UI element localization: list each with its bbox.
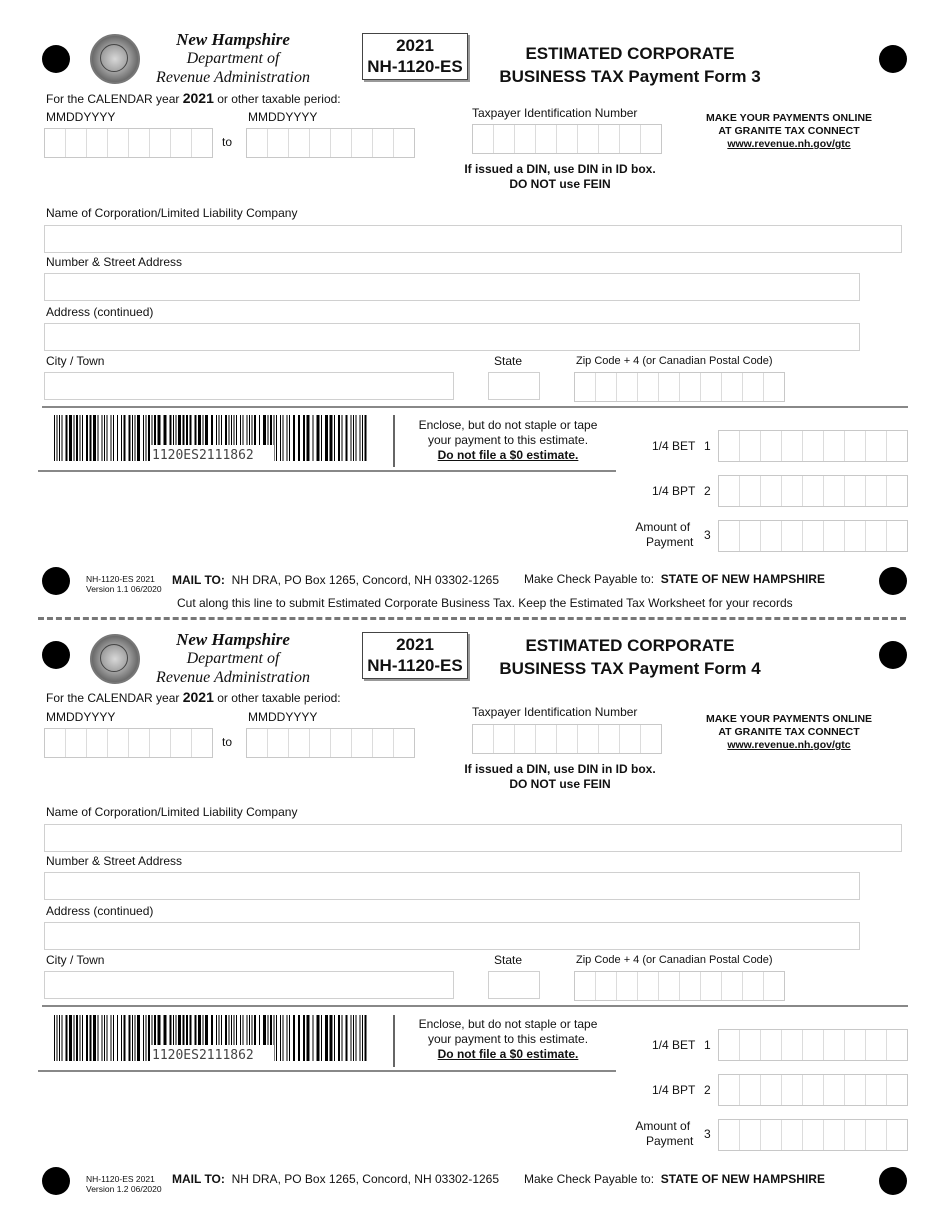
agency-name: New Hampshire Department of Revenue Administration [156, 30, 310, 86]
name-label: Name of Corporation/Limited Liability Company [46, 805, 298, 819]
period-from-input[interactable] [44, 128, 213, 158]
state-input[interactable] [488, 372, 540, 400]
registration-mark-icon [879, 1167, 907, 1195]
barcode-image [52, 1015, 370, 1061]
city-input[interactable] [44, 971, 454, 999]
period-to-label: MMDDYYYY [248, 710, 318, 724]
line2-label: 1/4 BPT [652, 484, 696, 498]
period-to-input[interactable] [246, 728, 415, 758]
period-label: For the CALENDAR year 2021 or other taxable period: [46, 689, 341, 705]
quarter-bet-input[interactable] [718, 430, 908, 462]
enclose-note: Enclose, but do not staple or tape your payment to this estimate. Do not file a $0 estimate. [418, 418, 598, 462]
line3-label: Amount of Payment [635, 520, 694, 549]
line1-number: 1 [704, 1038, 711, 1052]
line3-number: 3 [704, 528, 711, 542]
zip-label: Zip Code + 4 (or Canadian Postal Code) [576, 954, 773, 966]
registration-mark-icon [879, 567, 907, 595]
cut-instruction: Cut along this line to submit Estimated Corporate Business Tax. Keep the Estimated Tax Worksheet for your records [177, 596, 793, 610]
barcode-text: 1120ES2111862 [152, 448, 254, 461]
section-divider [42, 406, 908, 408]
tin-label: Taxpayer Identification Number [472, 106, 638, 120]
registration-mark-icon [879, 45, 907, 73]
registration-mark-icon [42, 567, 70, 595]
barcode-text: 1120ES2111862 [152, 1048, 254, 1061]
registration-mark-icon [42, 1167, 70, 1195]
quarter-bpt-input[interactable] [718, 1074, 908, 1106]
city-label: City / Town [46, 354, 105, 368]
name-label: Name of Corporation/Limited Liability Company [46, 206, 298, 220]
quarter-bpt-input[interactable] [718, 475, 908, 507]
granite-tax-connect-link[interactable]: www.revenue.nh.gov/gtc [727, 739, 851, 751]
line3-label: Amount of Payment [635, 1119, 694, 1148]
tin-input[interactable] [472, 724, 662, 754]
pay-online-notice: MAKE YOUR PAYMENTS ONLINE AT GRANITE TAX CONNECT www.revenue.nh.gov/gtc [700, 112, 878, 151]
line2-number: 2 [704, 484, 711, 498]
period-to-word: to [222, 735, 233, 749]
form-title: ESTIMATED CORPORATE BUSINESS TAX Payment Form 3 [499, 44, 761, 86]
corporation-name-input[interactable] [44, 824, 902, 852]
payment-form-4 [0, 600, 950, 1230]
period-from-label: MMDDYYYY [46, 110, 116, 124]
line1-number: 1 [704, 439, 711, 453]
address-continued-input[interactable] [44, 323, 860, 351]
pay-online-notice: MAKE YOUR PAYMENTS ONLINE AT GRANITE TAX CONNECT www.revenue.nh.gov/gtc [700, 713, 878, 752]
quarter-bet-input[interactable] [718, 1029, 908, 1061]
form-title: ESTIMATED CORPORATE BUSINESS TAX Payment Form 4 [499, 636, 761, 678]
barcode-underline [38, 1070, 616, 1072]
corporation-name-input[interactable] [44, 225, 902, 253]
zip-label: Zip Code + 4 (or Canadian Postal Code) [576, 355, 773, 367]
din-note: If issued a DIN, use DIN in ID box. DO NOT use FEIN [464, 162, 656, 191]
line1-label: 1/4 BET [652, 439, 696, 453]
state-seal-icon [90, 34, 140, 84]
address2-label: Address (continued) [46, 305, 154, 319]
city-label: City / Town [46, 953, 105, 967]
period-to-word: to [222, 135, 233, 149]
registration-mark-icon [879, 641, 907, 669]
form-code-box: 2021 NH-1120-ES [362, 33, 468, 80]
period-to-input[interactable] [246, 128, 415, 158]
version-info: NH-1120-ES 2021 Version 1.1 06/2020 [86, 574, 162, 594]
state-input[interactable] [488, 971, 540, 999]
agency-name: New Hampshire Department of Revenue Administration [156, 630, 310, 686]
tin-label: Taxpayer Identification Number [472, 705, 638, 719]
line2-label: 1/4 BPT [652, 1083, 696, 1097]
address-continued-input[interactable] [44, 922, 860, 950]
state-seal-icon [90, 634, 140, 684]
address2-label: Address (continued) [46, 904, 154, 918]
payment-amount-input[interactable] [718, 520, 908, 552]
mail-to: MAIL TO: NH DRA, PO Box 1265, Concord, NH 03302-1265 [172, 1172, 500, 1186]
barcode-image [52, 415, 370, 461]
line1-label: 1/4 BET [652, 1038, 696, 1052]
barcode-bracket [393, 415, 395, 467]
period-to-label: MMDDYYYY [248, 110, 318, 124]
check-payable: Make Check Payable to: STATE OF NEW HAMPSHIRE [524, 1172, 825, 1186]
check-payable: Make Check Payable to: STATE OF NEW HAMPSHIRE [524, 572, 825, 586]
registration-mark-icon [42, 45, 70, 73]
barcode-bracket [393, 1015, 395, 1067]
line2-number: 2 [704, 1083, 711, 1097]
line3-number: 3 [704, 1127, 711, 1141]
period-label: For the CALENDAR year 2021 or other taxable period: [46, 90, 341, 106]
barcode-underline [38, 470, 616, 472]
city-input[interactable] [44, 372, 454, 400]
form-code-box: 2021 NH-1120-ES [362, 632, 468, 679]
tin-input[interactable] [472, 124, 662, 154]
section-divider [42, 1005, 908, 1007]
street-label: Number & Street Address [46, 854, 183, 868]
payment-amount-input[interactable] [718, 1119, 908, 1151]
granite-tax-connect-link[interactable]: www.revenue.nh.gov/gtc [727, 138, 851, 150]
period-from-label: MMDDYYYY [46, 710, 116, 724]
street-address-input[interactable] [44, 273, 860, 301]
mail-to: MAIL TO: NH DRA, PO Box 1265, Concord, NH 03302-1265 [172, 573, 500, 587]
street-label: Number & Street Address [46, 255, 183, 269]
state-label: State [494, 953, 523, 967]
state-label: State [494, 354, 523, 368]
period-from-input[interactable] [44, 728, 213, 758]
street-address-input[interactable] [44, 872, 860, 900]
zip-input[interactable] [574, 971, 785, 1001]
zip-input[interactable] [574, 372, 785, 402]
version-info: NH-1120-ES 2021 Version 1.2 06/2020 [86, 1174, 162, 1194]
payment-form-3 [0, 0, 950, 610]
din-note: If issued a DIN, use DIN in ID box. DO NOT use FEIN [464, 762, 656, 791]
registration-mark-icon [42, 641, 70, 669]
enclose-note: Enclose, but do not staple or tape your payment to this estimate. Do not file a $0 estimate. [418, 1017, 598, 1061]
